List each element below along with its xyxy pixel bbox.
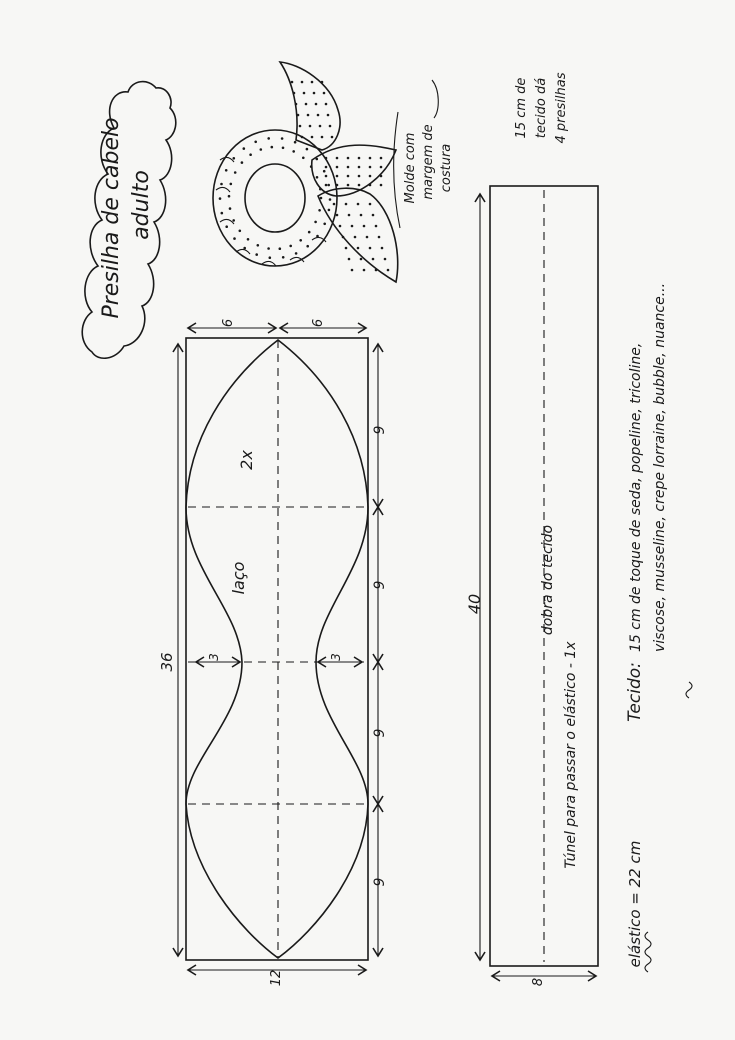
bow-outline: [186, 340, 368, 958]
tunnel-label: Túnel para passar o elástico - 1x: [563, 641, 579, 869]
yield-note-line1: 15 cm de: [514, 77, 529, 139]
bow-segment-2: 9: [372, 580, 388, 590]
bow-total-length: 36: [158, 652, 176, 672]
bow-waist-right: 3: [329, 653, 343, 661]
yield-note-line2: tecido dá: [534, 77, 549, 139]
tunnel-width: 8: [531, 977, 546, 987]
bow-half-width-left: 6: [221, 318, 236, 328]
tunnel-piece: [465, 186, 598, 986]
bow-waist-dims: [196, 653, 362, 667]
bow-total-length-dim: [158, 344, 183, 956]
mold-note-line3: costura: [439, 143, 454, 193]
tunnel-fold-label: dobra do tecido: [540, 524, 556, 636]
bow-bottom-width-dim: [188, 965, 366, 986]
yield-note-line3: 4 presilhas: [554, 72, 569, 144]
tunnel-width-dim: [492, 971, 596, 986]
fabric-note-heading: Tecido:: [625, 662, 645, 722]
bow-count: 2x: [237, 450, 256, 470]
title-line2: adulto: [129, 170, 154, 240]
bow-top-width-dims: [188, 319, 366, 333]
bow-width: 12: [269, 969, 284, 987]
yield-note: [514, 72, 569, 143]
mold-note-line1: Molde com: [403, 132, 418, 204]
title-cloud: [82, 82, 176, 359]
tunnel-length: 40: [465, 593, 484, 615]
mold-note: [394, 80, 454, 228]
bow-piece: [158, 319, 388, 986]
scrunchie-illustration: [213, 62, 398, 282]
bow-segment-4: 9: [372, 877, 388, 887]
bow-segment-3: 9: [372, 728, 388, 738]
fabric-note-line1: 15 cm de toque de seda, popeline, tricoline,: [628, 342, 644, 652]
title-line1: Presilha de cabelo: [99, 117, 124, 319]
fabric-note: [625, 283, 696, 722]
elastic-note-text: elástico = 22 cm: [626, 840, 644, 968]
mold-note-line2: margem de: [421, 124, 436, 200]
bow-segment-1: 9: [372, 425, 388, 435]
bow-waist-left: 3: [207, 653, 221, 661]
elastic-note: [626, 841, 651, 972]
tunnel-length-dim: [465, 194, 485, 960]
bow-segment-dims: [372, 344, 388, 956]
fabric-note-line2: viscose, musseline, crepe lorraine, bubble, nuance...: [652, 282, 668, 652]
bow-half-width-right: 6: [311, 318, 326, 328]
bow-label: laço: [229, 561, 248, 595]
bow-bounding-rect: [186, 338, 368, 960]
